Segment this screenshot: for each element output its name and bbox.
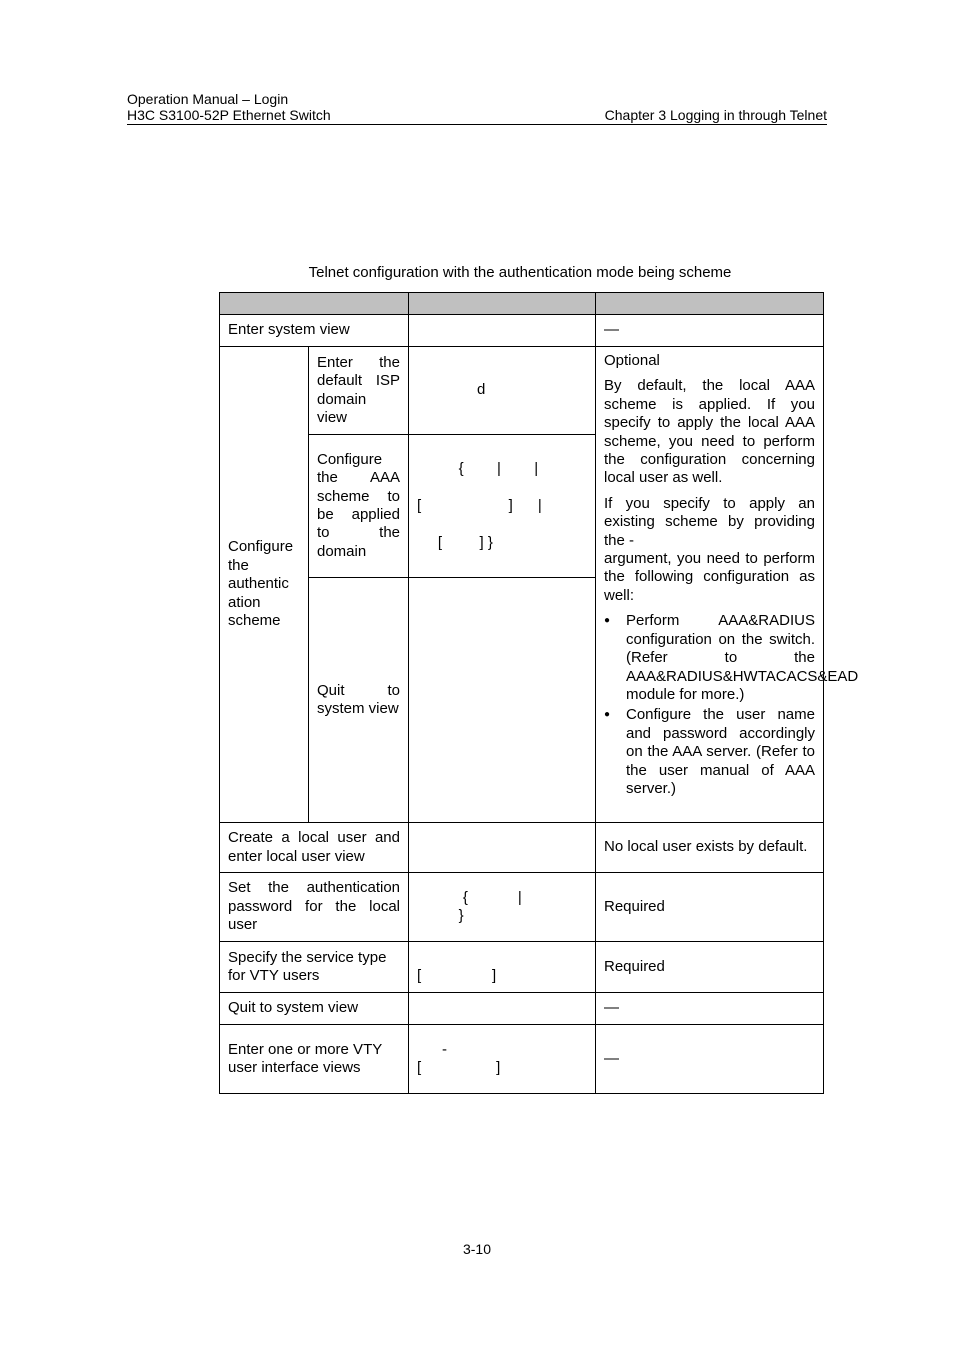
auth-scheme-description-cell: [596, 347, 859, 823]
operation-cell: Set the authentication password for the local user: [220, 873, 409, 942]
operation-cell: Enter one or more VTY user interface views: [220, 1025, 409, 1094]
table-row: [220, 942, 824, 993]
command-cell: [409, 823, 596, 873]
page-number: 3-10: [462, 1241, 492, 1257]
auth-scheme-group-cell: Configure the authentic ation scheme: [220, 347, 309, 823]
header-manual-title: Operation Manual – Login: [127, 91, 289, 107]
table-caption: Telnet configuration with the authentication mode being scheme: [308, 264, 732, 281]
operation-cell: Quit to system view: [220, 993, 409, 1025]
description-paragraph: By default, the local AAA scheme is applied. If you specify to apply the local AAA scheme, you need to perform the configuration concerning local user as well.: [604, 377, 815, 487]
table-row: [220, 315, 824, 347]
description-cell: —: [596, 315, 824, 347]
table-row: [220, 1025, 824, 1094]
bullet-dot-icon: ●: [604, 615, 611, 627]
header-chapter-title: Chapter 3 Logging in through Telnet: [604, 107, 827, 123]
header-product-name: H3C S3100-52P Ethernet Switch: [127, 107, 331, 123]
description-paragraph: Optional: [604, 352, 660, 369]
description-cell: Required: [596, 873, 824, 942]
command-cell: [409, 578, 596, 823]
command-cell: [409, 315, 596, 347]
description-bullet-list: [604, 612, 859, 798]
command-cell: d: [409, 347, 596, 435]
table-header-row: [220, 293, 824, 315]
description-cell: —: [596, 1025, 824, 1094]
table-row: [220, 823, 824, 873]
list-item: [604, 612, 859, 704]
header-cell-description: [596, 293, 824, 315]
command-cell: { | | [ ] | [ ] }: [409, 435, 596, 578]
bullet-dot-icon: ●: [604, 709, 611, 721]
description-paragraph: If you specify to apply an existing scheme by providing the - argument, you need to perform the following configuration as well:: [604, 494, 815, 604]
header-cell-operation: [220, 293, 409, 315]
command-cell: - [ ]: [409, 1025, 596, 1094]
list-item-text: Perform AAA&RADIUS configuration on the switch. (Refer to the AAA&RADIUS&HWTACACS&EAD module for more.): [626, 612, 859, 703]
operation-cell: Enter system view: [220, 315, 409, 347]
table-row: [220, 873, 824, 942]
operation-cell: Specify the service type for VTY users: [220, 942, 409, 993]
command-cell: [ ]: [409, 942, 596, 993]
command-cell: [409, 993, 596, 1025]
operation-cell: Quit to system view: [309, 578, 409, 823]
table-row: [220, 993, 824, 1025]
description-cell: Required: [596, 942, 824, 993]
operation-cell: Configure the AAA scheme to be applied to the domain: [309, 435, 409, 578]
command-cell: { | }: [409, 873, 596, 942]
operation-cell: Create a local user and enter local user view: [220, 823, 409, 873]
description-cell: No local user exists by default.: [596, 823, 824, 873]
header-rule: [127, 124, 827, 125]
operation-cell: Enter the default ISP domain view: [309, 347, 409, 435]
description-cell: —: [596, 993, 824, 1025]
telnet-scheme-config-table: [219, 292, 859, 1094]
list-item-text: Configure the user name and password accordingly on the AAA server. (Refer to the user manual of AAA server.): [626, 706, 815, 797]
list-item: [604, 706, 815, 798]
table-row: [220, 347, 824, 435]
header-cell-command: [409, 293, 596, 315]
